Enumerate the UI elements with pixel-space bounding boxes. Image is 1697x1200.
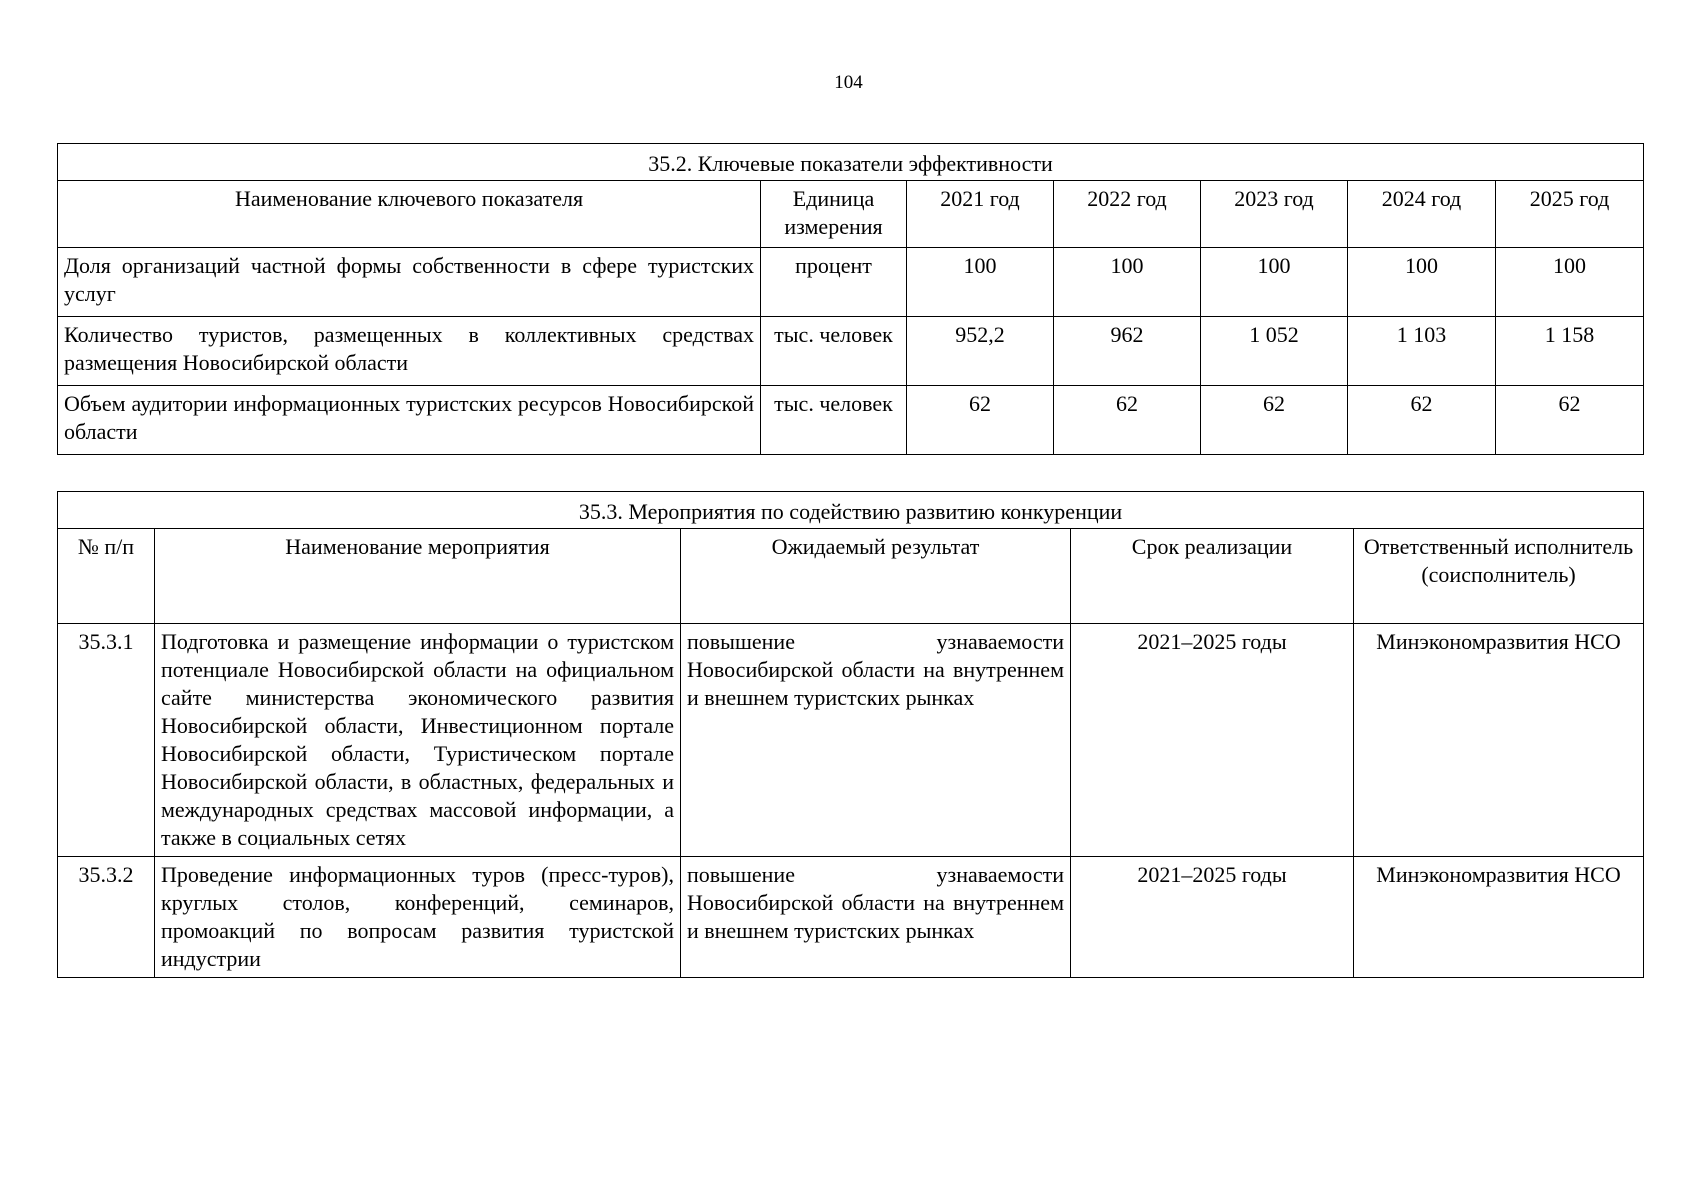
kpi-value-2022: 100 — [1054, 248, 1201, 317]
activity-executor: Минэкономразвития НСО — [1354, 624, 1644, 857]
kpi-unit: процент — [761, 248, 907, 317]
kpi-indicator-name: Объем аудитории информационных туристских ресурсов Новосибирской области — [58, 386, 761, 455]
kpi-value-2025: 100 — [1496, 248, 1644, 317]
kpi-row — [58, 248, 1644, 317]
kpi-table-title: 35.2. Ключевые показатели эффективности — [58, 144, 1644, 181]
kpi-value-2024: 100 — [1348, 248, 1496, 317]
kpi-value-2024: 62 — [1348, 386, 1496, 455]
activities-header-name: Наименование мероприятия — [155, 529, 681, 624]
kpi-header-unit: Единица измерения — [761, 181, 907, 248]
activities-header-term: Срок реализации — [1071, 529, 1354, 624]
kpi-value-2024: 1 103 — [1348, 317, 1496, 386]
kpi-header-2021: 2021 год — [907, 181, 1054, 248]
activity-row — [58, 624, 1644, 857]
kpi-value-2023: 1 052 — [1201, 317, 1348, 386]
page-number: 104 — [834, 72, 863, 93]
kpi-header-2025: 2025 год — [1496, 181, 1644, 248]
kpi-header-name: Наименование ключевого показателя — [58, 181, 761, 248]
activities-table-title: 35.3. Мероприятия по содействию развитию конкуренции — [58, 492, 1644, 529]
activities-header-result: Ожидаемый результат — [681, 529, 1071, 624]
activity-executor: Минэкономразвития НСО — [1354, 857, 1644, 978]
kpi-header-2023: 2023 год — [1201, 181, 1348, 248]
kpi-value-2025: 1 158 — [1496, 317, 1644, 386]
kpi-row — [58, 317, 1644, 386]
activity-name: Подготовка и размещение информации о туристском потенциале Новосибирской области на официальном сайте министерства экономического развития Новосибирской области, Инвестиционном портале Новосибирской области, Туристическом портале Новосибирской области, в областных, федеральных и международных средствах массовой информации, а также в социальных сетях — [155, 624, 681, 857]
kpi-value-2021: 100 — [907, 248, 1054, 317]
activity-number: 35.3.1 — [58, 624, 155, 857]
kpi-value-2021: 952,2 — [907, 317, 1054, 386]
activity-term: 2021–2025 годы — [1071, 857, 1354, 978]
kpi-value-2022: 962 — [1054, 317, 1201, 386]
kpi-unit: тыс. человек — [761, 317, 907, 386]
activities-header-num: № п/п — [58, 529, 155, 624]
activity-result: повышение узнаваемости Новосибирской области на внутреннем и внешнем туристских рынках — [681, 624, 1071, 857]
kpi-row — [58, 386, 1644, 455]
activity-result: повышение узнаваемости Новосибирской области на внутреннем и внешнем туристских рынках — [681, 857, 1071, 978]
kpi-value-2023: 62 — [1201, 386, 1348, 455]
kpi-header-2022: 2022 год — [1054, 181, 1201, 248]
kpi-unit: тыс. человек — [761, 386, 907, 455]
kpi-value-2023: 100 — [1201, 248, 1348, 317]
kpi-indicator-name: Доля организаций частной формы собственности в сфере туристских услуг — [58, 248, 761, 317]
activities-header-executor: Ответственный исполнитель (соисполнитель) — [1354, 529, 1644, 624]
kpi-header-2024: 2024 год — [1348, 181, 1496, 248]
activity-row — [58, 857, 1644, 978]
kpi-value-2022: 62 — [1054, 386, 1201, 455]
activity-name: Проведение информационных туров (пресс-туров), круглых столов, конференций, семинаров, промоакций по вопросам развития туристской индустрии — [155, 857, 681, 978]
activity-term: 2021–2025 годы — [1071, 624, 1354, 857]
activities-table — [57, 491, 1644, 978]
kpi-table — [57, 143, 1644, 455]
activity-number: 35.3.2 — [58, 857, 155, 978]
kpi-indicator-name: Количество туристов, размещенных в коллективных средствах размещения Новосибирской области — [58, 317, 761, 386]
kpi-value-2025: 62 — [1496, 386, 1644, 455]
kpi-value-2021: 62 — [907, 386, 1054, 455]
